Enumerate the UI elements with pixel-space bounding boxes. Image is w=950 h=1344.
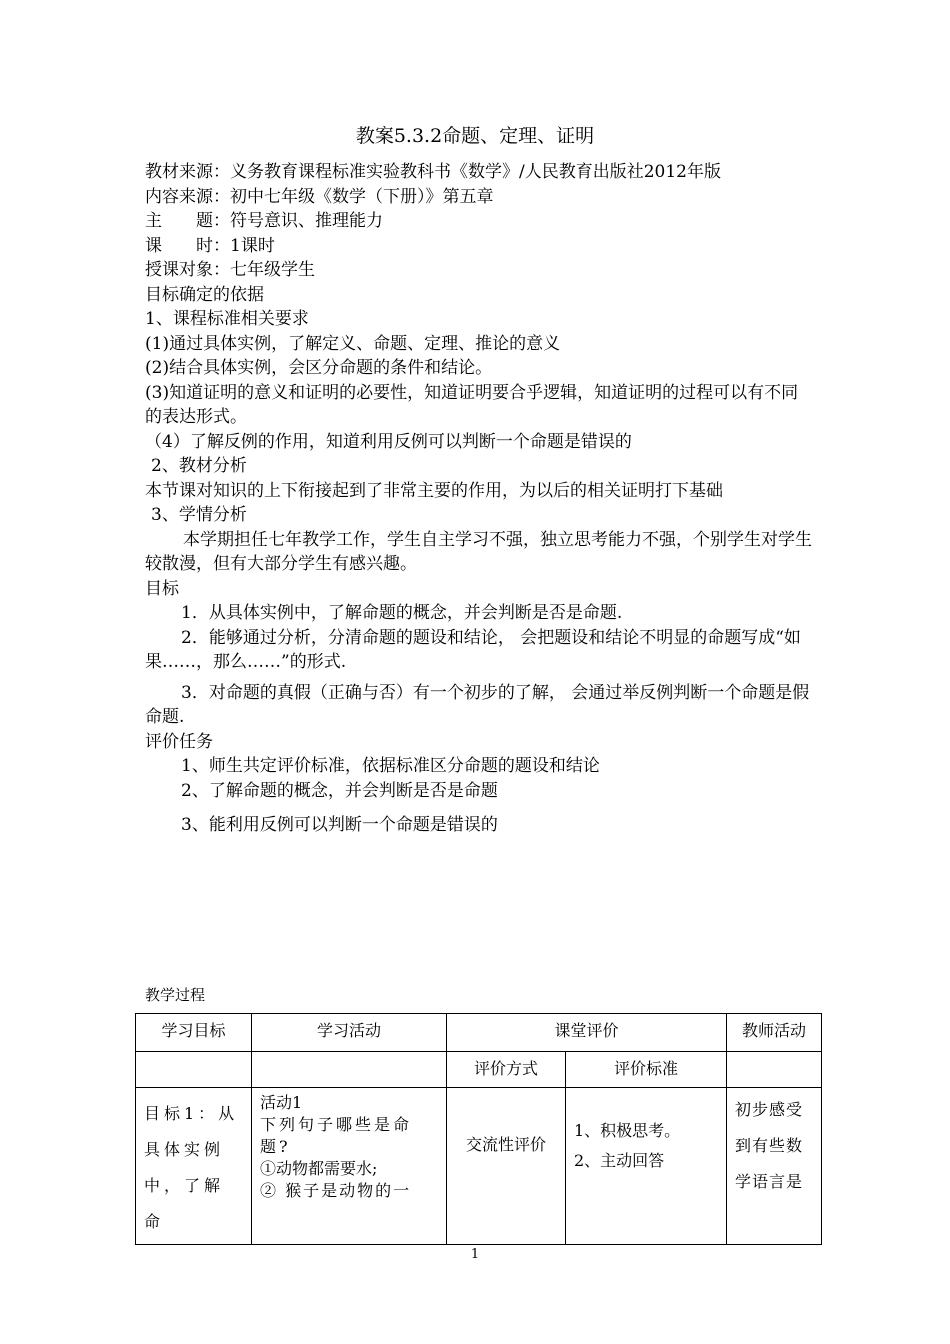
process-label: 教学过程 xyxy=(145,986,206,1004)
header-activity: 学习活动 xyxy=(252,1014,447,1052)
row-goal xyxy=(136,1088,252,1245)
meta-period: 课 时：1课时 xyxy=(145,235,275,256)
goal-item: 2．能够通过分析，分清命题的题设和结论， 会把题设和结论不明显的命题写成“如果……，那么……”的形式. xyxy=(145,627,801,672)
header-eval-method: 评价方式 xyxy=(447,1052,566,1088)
goal-item: 3．对命题的真假（正确与否）有一个初步的了解， 会通过举反例判断一个命题是假命题. xyxy=(145,682,810,727)
assessment-heading: 评价任务 xyxy=(145,731,213,752)
eval-standard-line: 2、主动回答 xyxy=(574,1151,665,1170)
curriculum-item: (1)通过具体实例，了解定义、命题、定理、推论的意义 xyxy=(145,333,561,354)
teaching-process-table xyxy=(135,1013,822,1245)
textbook-analysis: 本节课对知识的上下衔接起到了非常主要的作用，为以后的相关证明打下基础 xyxy=(145,480,723,501)
header-teacher: 教师活动 xyxy=(727,1014,822,1052)
meta-source-textbook: 教材来源：义务教育课程标准实验教科书《数学》/人民教育出版社2012年版 xyxy=(145,162,721,182)
eval-standard-line: 1、积极思考。 xyxy=(574,1121,681,1140)
document-body xyxy=(145,160,815,838)
student-heading: 3、学情分析 xyxy=(151,505,247,525)
page-number: 1 xyxy=(470,1247,480,1262)
curriculum-item: (3)知道证明的意义和证明的必要性，知道证明要合乎逻辑，知道证明的过程可以有不同的表达形式。 xyxy=(145,382,799,427)
activity-line: 下列句子哪些是命题? xyxy=(260,1115,413,1156)
table-header-row xyxy=(136,1014,822,1052)
teacher-text: 初步感受到有些数学语言是 xyxy=(735,1100,804,1191)
curriculum-item: (2)结合具体实例，会区分命题的条件和结论。 xyxy=(145,358,493,378)
meta-source-content: 内容来源：初中七年级《数学（下册）》第五章 xyxy=(145,186,494,207)
row-activity xyxy=(252,1088,447,1245)
row-teacher xyxy=(727,1088,822,1245)
header-eval-standard: 评价标准 xyxy=(566,1052,727,1088)
activity-line: 活动1 xyxy=(260,1093,303,1112)
row-goal-text: 目标1：从具体实例中，了解命 xyxy=(144,1104,239,1231)
table-subheader-row xyxy=(136,1052,822,1088)
textbook-heading: 2、教材分析 xyxy=(151,456,247,476)
empty-cell xyxy=(727,1052,822,1088)
assessment-item: 3、能利用反例可以判断一个命题是错误的 xyxy=(181,815,498,835)
activity-line: ①动物都需要水; xyxy=(260,1159,378,1178)
row-eval-standard xyxy=(566,1088,727,1245)
row-eval-method xyxy=(447,1088,566,1245)
basis-heading: 目标确定的依据 xyxy=(145,284,264,305)
goals-heading: 目标 xyxy=(145,578,179,599)
student-analysis: 本学期担任七年教学工作，学生自主学习不强，独立思考能力不强，个别学生对学生较散漫，但有大部分学生有感兴趣。 xyxy=(145,529,812,574)
empty-cell xyxy=(136,1052,252,1088)
meta-topic: 主 题：符号意识、推理能力 xyxy=(145,211,383,231)
table-row xyxy=(136,1088,822,1245)
curriculum-heading: 1、课程标准相关要求 xyxy=(145,309,309,329)
activity-line: ② 猴子是动物的一 xyxy=(260,1181,412,1200)
header-classroom-eval: 课堂评价 xyxy=(447,1014,727,1052)
goal-item: 1．从具体实例中，了解命题的概念，并会判断是否是命题. xyxy=(181,603,623,623)
curriculum-item: （4）了解反例的作用，知道利用反例可以判断一个命题是错误的 xyxy=(145,431,632,452)
page-title: 教案5.3.2命题、定理、证明 xyxy=(355,125,595,147)
eval-method-text: 交流性评价 xyxy=(465,1135,546,1154)
meta-audience: 授课对象：七年级学生 xyxy=(145,260,315,280)
header-goal: 学习目标 xyxy=(136,1014,252,1052)
empty-cell xyxy=(252,1052,447,1088)
assessment-item: 2、了解命题的概念，并会判断是否是命题 xyxy=(181,780,498,801)
assessment-item: 1、师生共定评价标准，依据标准区分命题的题设和结论 xyxy=(181,756,600,776)
